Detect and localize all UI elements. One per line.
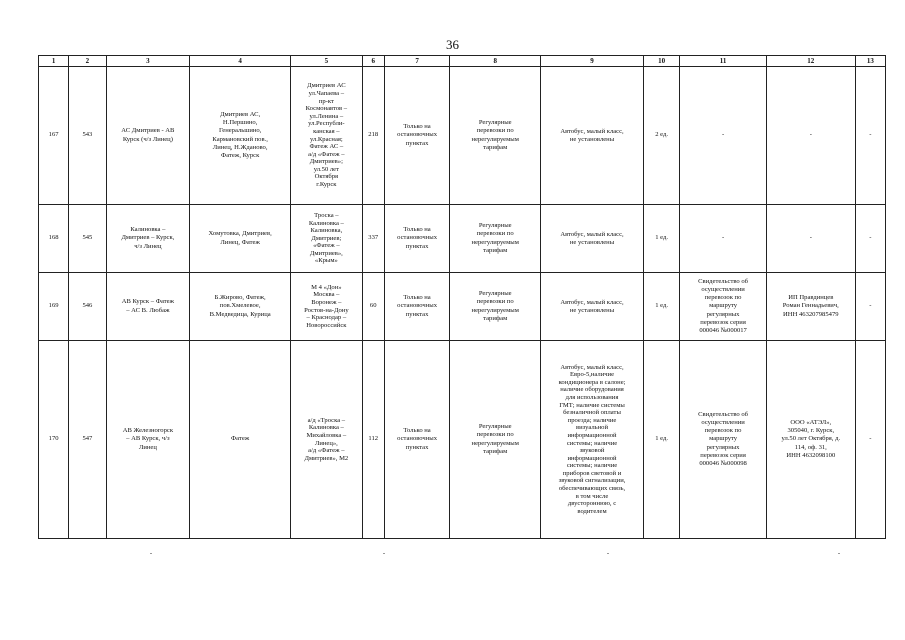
stops-cell: Дмитриев АС, Н.Першино, Генеральшино, Кармановский пов., Линец, Н.Жданово, Фатеж, Курск [190, 67, 291, 205]
notes-cell: - [855, 67, 885, 205]
vehicle-class-cell: Автобус, малый класс, не установлены [541, 67, 644, 205]
vehicle-class-cell: Автобус, малый класс, Евро-5,наличие кондиционера в салоне; наличие оборудования для использования ГМТ; наличие системы безналичной оплаты проезда; наличие визуальной информационной системы; наличие звуковой информационной системы; наличие приборов световой и звуковой сигнализации, обеспечивающих связь, в том числе двустороннюю, с водителем [541, 341, 644, 539]
column-number-header-row [39, 56, 886, 67]
vehicle-class-cell: Автобус, малый класс, не установлены [541, 205, 644, 273]
column-header: 6 [362, 56, 384, 67]
transport-type-cell: Регулярные перевозки по нерегулируемым тарифам [450, 205, 541, 273]
streets-cell: а/д «Троска – Калиновка – Михайловка – Линец», а/д «Фатеж – Дмитриев», М2 [291, 341, 363, 539]
carrier-cell: - [766, 67, 855, 205]
column-header: 11 [680, 56, 767, 67]
column-header: 10 [643, 56, 679, 67]
row-number-cell: 169 [39, 273, 69, 341]
stops-cell: Фатеж [190, 341, 291, 539]
route-registry-table [38, 55, 886, 539]
notes-cell: - [855, 273, 885, 341]
notes-cell: - [855, 341, 885, 539]
column-header: 13 [855, 56, 885, 67]
vehicle-count-cell: 2 ед. [643, 67, 679, 205]
row-number-cell: 167 [39, 67, 69, 205]
boarding-order-cell: Только на остановочных пунктах [384, 205, 450, 273]
table-row [39, 67, 886, 205]
transport-type-cell: Регулярные перевозки по нерегулируемым тарифам [450, 273, 541, 341]
carrier-cell: ИП Правдинцев Роман Геннадьевич, ИНН 463207985479 [766, 273, 855, 341]
certificate-cell: Свидетельство об осуществлении перевозок по маршруту регулярных перевозок серия 000046 №000098 [680, 341, 767, 539]
row-number-cell: 170 [39, 341, 69, 539]
boarding-order-cell: Только на остановочных пунктах [384, 67, 450, 205]
column-header: 4 [190, 56, 291, 67]
transport-type-cell: Регулярные перевозки по нерегулируемым тарифам [450, 67, 541, 205]
carrier-cell: ООО «АТЭЛ», 305040, г. Курск, ул.50 лет Октября, д. 114, оф. 31, ИНН 4632098100 [766, 341, 855, 539]
vehicle-count-cell: 1 ед. [643, 205, 679, 273]
page-number: 36 [446, 37, 459, 52]
certificate-cell: Свидетельство об осуществлении перевозок по маршруту регулярных перевозок серия 000046 №000017 [680, 273, 767, 341]
certificate-cell: - [680, 67, 767, 205]
column-header: 2 [69, 56, 106, 67]
table-row [39, 205, 886, 273]
route-number-cell: 547 [69, 341, 106, 539]
route-name-cell: АВ Курск – Фатеж – АС В. Любаж [106, 273, 190, 341]
vehicle-count-cell: 1 ед. [643, 273, 679, 341]
table-row [39, 273, 886, 341]
route-number-cell: 543 [69, 67, 106, 205]
row-number-cell: 168 [39, 205, 69, 273]
scan-speck [383, 553, 385, 554]
length-cell: 112 [362, 341, 384, 539]
column-header: 12 [766, 56, 855, 67]
vehicle-class-cell: Автобус, малый класс, не установлены [541, 273, 644, 341]
transport-type-cell: Регулярные перевозки по нерегулируемым тарифам [450, 341, 541, 539]
route-number-cell: 546 [69, 273, 106, 341]
column-header: 5 [291, 56, 363, 67]
route-number-cell: 545 [69, 205, 106, 273]
streets-cell: Дмитриев АС ул.Чапаева – пр-кт Космонавтов – ул.Ленина – ул.Республи- канская – ул.Красная; Фатеж АС – а/д «Фатеж – Дмитриев»; ул.50 лет Октября г.Курск [291, 67, 363, 205]
column-header: 7 [384, 56, 450, 67]
scan-speck [838, 553, 840, 554]
carrier-cell: - [766, 205, 855, 273]
stops-cell: Хомутовка, Дмитриев, Линец, Фатеж [190, 205, 291, 273]
scan-speck [607, 553, 609, 554]
length-cell: 218 [362, 67, 384, 205]
certificate-cell: - [680, 205, 767, 273]
route-name-cell: Калиновка – Дмитриев – Курск, ч/з Линец [106, 205, 190, 273]
length-cell: 337 [362, 205, 384, 273]
boarding-order-cell: Только на остановочных пунктах [384, 341, 450, 539]
notes-cell: - [855, 205, 885, 273]
route-name-cell: АС Дмитриев - АВ Курск (ч/з Линец) [106, 67, 190, 205]
column-header: 1 [39, 56, 69, 67]
streets-cell: М 4 «Дон» Москва – Воронеж – Ростов-на-Дону – Краснодар – Новороссийск [291, 273, 363, 341]
boarding-order-cell: Только на остановочных пунктах [384, 273, 450, 341]
vehicle-count-cell: 1 ед. [643, 341, 679, 539]
column-header: 3 [106, 56, 190, 67]
length-cell: 60 [362, 273, 384, 341]
route-name-cell: АВ Железногорск – АВ Курск, ч/з Линец [106, 341, 190, 539]
streets-cell: Троска – Калиновка – Калиновка, Дмитриев; «Фатеж – Дмитриев», «Крым» [291, 205, 363, 273]
column-header: 9 [541, 56, 644, 67]
stops-cell: Б.Жирово, Фатеж, пов.Хмелевое, В.Медведица, Курица [190, 273, 291, 341]
column-header: 8 [450, 56, 541, 67]
scan-speck [150, 553, 152, 554]
table-row [39, 341, 886, 539]
